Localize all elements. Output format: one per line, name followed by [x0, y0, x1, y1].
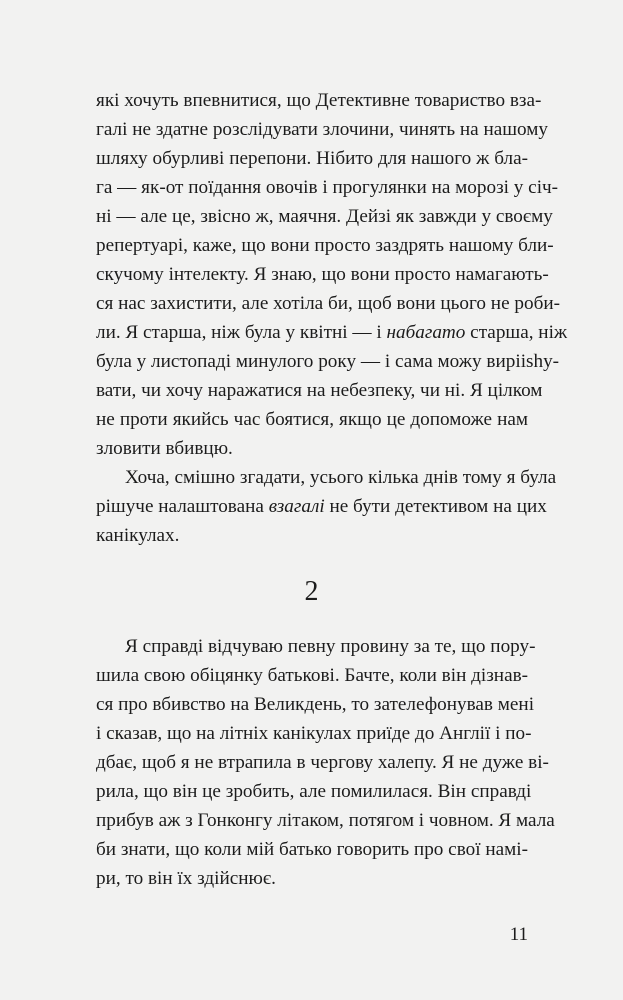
text-line: скучому інтелекту. Я знаю, що вони просто намагають- — [96, 264, 549, 285]
text-line: дбає, щоб я не втрапила в чергову халепу. Я не дуже ві- — [96, 752, 549, 773]
text-line: шляху обурливі перепони. Нібито для нашого ж бла- — [96, 148, 528, 169]
text-line: га — як-от поїдання овочів і прогулянки на морозі у січ- — [96, 177, 559, 198]
page-number: 11 — [509, 924, 528, 945]
italic-emphasis: набагато — [386, 322, 466, 343]
text-run: Я справді відчуваю певну провину за те, що пору- — [125, 636, 536, 657]
text-line: зловити вбивцю. — [96, 438, 233, 459]
text-line: і сказав, що на літніх канікулах приїде до Англії і по- — [96, 723, 532, 744]
text-line: шила свою обіцянку батькові. Бачте, коли він дізнав- — [96, 665, 529, 686]
text-run: не бути детективом на цих — [324, 496, 547, 517]
text-line: би знати, що коли мій батько говорить про свої намі- — [96, 839, 528, 860]
text-line — [96, 463, 557, 492]
paragraph-block-top — [96, 86, 568, 550]
text-line: галі не здатне розслідувати злочини, чинять на нашому — [96, 119, 548, 140]
italic-emphasis: взагалі — [268, 496, 325, 517]
text-line: канікулах. — [96, 525, 180, 546]
text-line: які хочуть впевнитися, що Детективне товариство вза- — [96, 90, 542, 111]
text-line: була у листопаді минулого року — і сама можу виріishу- — [96, 351, 560, 372]
text-line: прибув аж з Гонконгу літаком, потягом і човном. Я мала — [96, 810, 555, 831]
text-line: рила, що він це зробить, але помилилася. Він справді — [96, 781, 532, 802]
text-run: старша, ніж — [465, 322, 568, 343]
text-line: ся нас захистити, але хотіла би, щоб вони цього не роби- — [96, 293, 560, 314]
text-line: репертуарі, каже, що вони просто заздрять нашому бли- — [96, 235, 554, 256]
paragraph-block-bottom — [96, 632, 555, 893]
text-line — [96, 492, 547, 521]
chapter-number: 2 — [304, 576, 319, 607]
text-line: ні — але це, звісно ж, маячня. Дейзі як завжди у своєму — [96, 206, 553, 227]
text-line: не проти якийсь час боятися, якщо це допоможе нам — [96, 409, 528, 430]
text-run: ли. Я старша, ніж була у квітні — і — [96, 322, 387, 343]
text-line: вати, чи хочу наражатися на небезпеку, чи ні. Я цілком — [96, 380, 543, 401]
text-line — [96, 632, 536, 661]
text-line: ся про вбивство на Великдень, то зателефонував мені — [96, 694, 535, 715]
text-run: Хоча, смішно згадати, усього кілька днів тому я була — [125, 467, 557, 488]
text-run: рішуче налаштована — [96, 496, 269, 517]
text-line: ри, то він їх здійснює. — [96, 868, 276, 889]
text-line — [96, 318, 568, 347]
